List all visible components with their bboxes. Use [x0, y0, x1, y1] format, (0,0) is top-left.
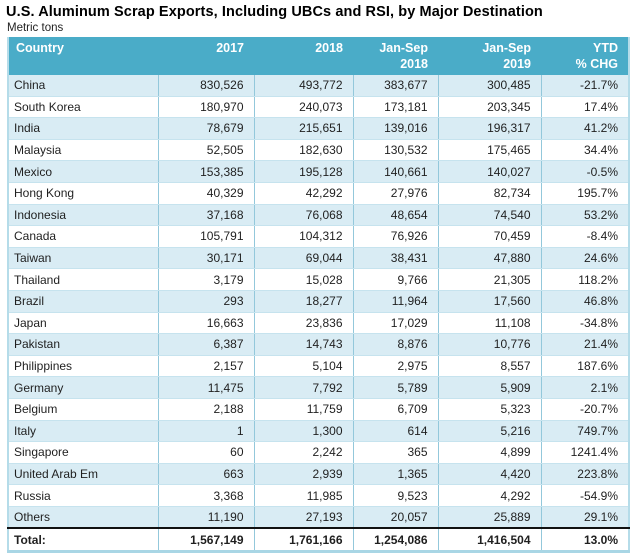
- value-cell: -20.7%: [541, 398, 629, 420]
- value-cell: 195.7%: [541, 182, 629, 204]
- exports-table: [7, 37, 630, 553]
- value-cell: 139,016: [353, 118, 438, 140]
- header-row: [8, 37, 629, 75]
- value-cell: 140,661: [353, 161, 438, 183]
- value-cell: 21.4%: [541, 334, 629, 356]
- country-cell: Singapore: [8, 442, 158, 464]
- value-cell: 46.8%: [541, 290, 629, 312]
- country-cell: Pakistan: [8, 334, 158, 356]
- table-row: [8, 398, 629, 420]
- value-cell: 105,791: [158, 226, 254, 248]
- country-cell: Taiwan: [8, 247, 158, 269]
- value-cell: 4,899: [438, 442, 541, 464]
- country-cell: China: [8, 75, 158, 96]
- value-cell: 223.8%: [541, 463, 629, 485]
- value-cell: -0.5%: [541, 161, 629, 183]
- value-cell: 5,789: [353, 377, 438, 399]
- value-cell: 21,305: [438, 269, 541, 291]
- table-row: [8, 334, 629, 356]
- value-cell: 1,300: [254, 420, 353, 442]
- table-row: [8, 139, 629, 161]
- total-2017: 1,567,149: [158, 528, 254, 552]
- table-row: [8, 420, 629, 442]
- value-cell: 25,889: [438, 506, 541, 528]
- value-cell: 153,385: [158, 161, 254, 183]
- value-cell: 48,654: [353, 204, 438, 226]
- value-cell: 30,171: [158, 247, 254, 269]
- value-cell: 7,792: [254, 377, 353, 399]
- value-cell: 38,431: [353, 247, 438, 269]
- country-cell: Russia: [8, 485, 158, 507]
- value-cell: 70,459: [438, 226, 541, 248]
- country-cell: India: [8, 118, 158, 140]
- header-jansep-2019-line2: 2019: [503, 57, 531, 71]
- value-cell: 1241.4%: [541, 442, 629, 464]
- value-cell: 383,677: [353, 75, 438, 96]
- value-cell: 196,317: [438, 118, 541, 140]
- value-cell: 76,926: [353, 226, 438, 248]
- header-2017-line2: [158, 56, 244, 72]
- value-cell: 2,939: [254, 463, 353, 485]
- country-cell: Others: [8, 506, 158, 528]
- value-cell: 23,836: [254, 312, 353, 334]
- country-cell: South Korea: [8, 96, 158, 118]
- country-cell: Hong Kong: [8, 182, 158, 204]
- value-cell: 11,759: [254, 398, 353, 420]
- value-cell: 2,157: [158, 355, 254, 377]
- value-cell: 78,679: [158, 118, 254, 140]
- value-cell: 240,073: [254, 96, 353, 118]
- country-cell: Indonesia: [8, 204, 158, 226]
- country-cell: Canada: [8, 226, 158, 248]
- value-cell: 82,734: [438, 182, 541, 204]
- total-row: [8, 528, 629, 552]
- value-cell: 34.4%: [541, 139, 629, 161]
- table-header: [8, 37, 629, 75]
- total-jansep-2019: 1,416,504: [438, 528, 541, 552]
- value-cell: -34.8%: [541, 312, 629, 334]
- country-cell: Italy: [8, 420, 158, 442]
- value-cell: 300,485: [438, 75, 541, 96]
- table-row: [8, 247, 629, 269]
- value-cell: 10,776: [438, 334, 541, 356]
- value-cell: 1,365: [353, 463, 438, 485]
- value-cell: 69,044: [254, 247, 353, 269]
- value-cell: 4,420: [438, 463, 541, 485]
- value-cell: 5,909: [438, 377, 541, 399]
- table-row: [8, 312, 629, 334]
- header-2018-line2: [254, 56, 343, 72]
- header-2018: [254, 37, 353, 75]
- header-jansep-2018-line1: Jan-Sep: [379, 41, 428, 55]
- value-cell: 11,108: [438, 312, 541, 334]
- table-row: [8, 226, 629, 248]
- total-label: Total:: [8, 528, 158, 552]
- header-country-line1: Country: [16, 41, 64, 55]
- value-cell: 16,663: [158, 312, 254, 334]
- country-cell: Japan: [8, 312, 158, 334]
- value-cell: 60: [158, 442, 254, 464]
- value-cell: 118.2%: [541, 269, 629, 291]
- value-cell: 187.6%: [541, 355, 629, 377]
- value-cell: 663: [158, 463, 254, 485]
- table-row: [8, 118, 629, 140]
- table-row: [8, 442, 629, 464]
- value-cell: 9,523: [353, 485, 438, 507]
- value-cell: 195,128: [254, 161, 353, 183]
- header-2018-line1: 2018: [315, 41, 343, 55]
- header-ytd-chg: [541, 37, 629, 75]
- value-cell: 614: [353, 420, 438, 442]
- total-jansep-2018: 1,254,086: [353, 528, 438, 552]
- table-row: [8, 355, 629, 377]
- value-cell: 27,976: [353, 182, 438, 204]
- value-cell: 17.4%: [541, 96, 629, 118]
- value-cell: 53.2%: [541, 204, 629, 226]
- country-cell: Mexico: [8, 161, 158, 183]
- value-cell: 17,029: [353, 312, 438, 334]
- value-cell: 4,292: [438, 485, 541, 507]
- value-cell: 11,985: [254, 485, 353, 507]
- country-cell: Malaysia: [8, 139, 158, 161]
- country-cell: Thailand: [8, 269, 158, 291]
- table-footer: [8, 528, 629, 552]
- header-jansep-2019: [438, 37, 541, 75]
- value-cell: 5,104: [254, 355, 353, 377]
- page-title: U.S. Aluminum Scrap Exports, Including UBCs and RSI, by Major Destination: [6, 4, 543, 20]
- value-cell: 3,368: [158, 485, 254, 507]
- value-cell: 8,876: [353, 334, 438, 356]
- country-cell: United Arab Em: [8, 463, 158, 485]
- value-cell: 29.1%: [541, 506, 629, 528]
- value-cell: 2,242: [254, 442, 353, 464]
- value-cell: -8.4%: [541, 226, 629, 248]
- table-row: [8, 485, 629, 507]
- value-cell: 20,057: [353, 506, 438, 528]
- table-row: [8, 269, 629, 291]
- value-cell: 9,766: [353, 269, 438, 291]
- country-cell: Brazil: [8, 290, 158, 312]
- header-country: [8, 37, 158, 75]
- header-2017-line1: 2017: [216, 41, 244, 55]
- value-cell: 76,068: [254, 204, 353, 226]
- value-cell: 293: [158, 290, 254, 312]
- value-cell: 6,387: [158, 334, 254, 356]
- country-cell: Belgium: [8, 398, 158, 420]
- value-cell: 27,193: [254, 506, 353, 528]
- table-row: [8, 204, 629, 226]
- value-cell: 104,312: [254, 226, 353, 248]
- value-cell: 40,329: [158, 182, 254, 204]
- table-row: [8, 377, 629, 399]
- value-cell: 749.7%: [541, 420, 629, 442]
- header-country-line2: [16, 56, 158, 72]
- value-cell: 215,651: [254, 118, 353, 140]
- table-row: [8, 161, 629, 183]
- value-cell: 2,975: [353, 355, 438, 377]
- value-cell: 182,630: [254, 139, 353, 161]
- value-cell: 493,772: [254, 75, 353, 96]
- table-row: [8, 463, 629, 485]
- header-jansep-2019-line1: Jan-Sep: [482, 41, 531, 55]
- value-cell: 173,181: [353, 96, 438, 118]
- value-cell: 2.1%: [541, 377, 629, 399]
- value-cell: 15,028: [254, 269, 353, 291]
- value-cell: 3,179: [158, 269, 254, 291]
- table-row: [8, 290, 629, 312]
- value-cell: 130,532: [353, 139, 438, 161]
- value-cell: 1: [158, 420, 254, 442]
- value-cell: 37,168: [158, 204, 254, 226]
- table-row: [8, 182, 629, 204]
- value-cell: 830,526: [158, 75, 254, 96]
- table-row: [8, 75, 629, 96]
- value-cell: 203,345: [438, 96, 541, 118]
- value-cell: 180,970: [158, 96, 254, 118]
- country-cell: Germany: [8, 377, 158, 399]
- header-ytd-chg-line1: YTD: [593, 41, 618, 55]
- value-cell: 47,880: [438, 247, 541, 269]
- country-cell: Philippines: [8, 355, 158, 377]
- value-cell: -54.9%: [541, 485, 629, 507]
- value-cell: 365: [353, 442, 438, 464]
- table-row: [8, 96, 629, 118]
- value-cell: 175,465: [438, 139, 541, 161]
- value-cell: 74,540: [438, 204, 541, 226]
- header-jansep-2018: [353, 37, 438, 75]
- value-cell: 24.6%: [541, 247, 629, 269]
- total-2018: 1,761,166: [254, 528, 353, 552]
- value-cell: 5,323: [438, 398, 541, 420]
- value-cell: 140,027: [438, 161, 541, 183]
- header-2017: [158, 37, 254, 75]
- value-cell: 14,743: [254, 334, 353, 356]
- table-row: [8, 506, 629, 528]
- value-cell: 18,277: [254, 290, 353, 312]
- value-cell: 11,475: [158, 377, 254, 399]
- header-ytd-chg-line2: % CHG: [575, 57, 618, 71]
- table-body: [8, 75, 629, 528]
- value-cell: 41.2%: [541, 118, 629, 140]
- value-cell: 11,964: [353, 290, 438, 312]
- value-cell: 17,560: [438, 290, 541, 312]
- total-ytd-chg: 13.0%: [541, 528, 629, 552]
- value-cell: 5,216: [438, 420, 541, 442]
- value-cell: 8,557: [438, 355, 541, 377]
- value-cell: 42,292: [254, 182, 353, 204]
- value-cell: 11,190: [158, 506, 254, 528]
- units-subtitle: Metric tons: [7, 22, 64, 34]
- header-jansep-2018-line2: 2018: [400, 57, 428, 71]
- value-cell: 6,709: [353, 398, 438, 420]
- value-cell: 2,188: [158, 398, 254, 420]
- value-cell: -21.7%: [541, 75, 629, 96]
- value-cell: 52,505: [158, 139, 254, 161]
